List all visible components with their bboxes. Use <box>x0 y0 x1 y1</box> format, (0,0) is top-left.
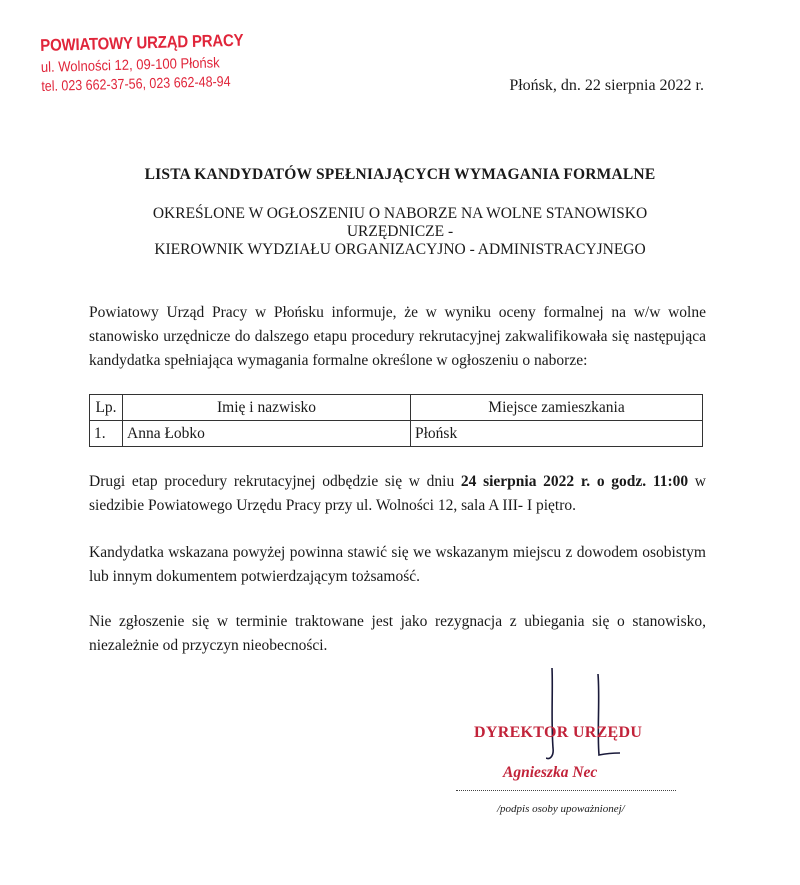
signature-line <box>456 790 676 791</box>
stamp-office-name: POWIATOWY URZĄD PRACY <box>40 30 244 55</box>
intro-paragraph: Powiatowy Urząd Pracy w Płońsku informuje, że w wyniku oceny formalnej na w/w wolne stanowisko urzędnicze do dalszego etapu procedury rekrutacyjnej zakwalifikowała się następująca kandydatka spełniająca wymagania formalne określone w ogłoszeniu o naborze: <box>89 304 706 369</box>
cell-residence: Płońsk <box>411 421 703 447</box>
second-stage-pre: Drugi etap procedury rekrutacyjnej odbędzie się w dniu <box>89 473 461 490</box>
header-lp: Lp. <box>90 395 123 421</box>
cell-name: Anna Łobko <box>123 421 411 447</box>
header-name: Imię i nazwisko <box>123 395 411 421</box>
signature-caption: /podpis osoby upoważnionej/ <box>497 803 625 815</box>
director-title: DYREKTOR URZĘDU <box>474 724 643 741</box>
table-header-row <box>90 395 703 421</box>
candidates-table <box>89 394 703 447</box>
document-date: Płońsk, dn. 22 sierpnia 2022 r. <box>509 77 704 94</box>
second-stage-date: 24 sierpnia 2022 r. o godz. 11:00 <box>460 473 689 490</box>
notice-paragraph: Nie zgłoszenie się w terminie traktowane jest jako rezygnacja z ubiegania się o stanowisko, niezależnie od przyczyn nieobecności. <box>89 613 706 654</box>
instruction-paragraph: Kandydatka wskazana powyżej powinna stawić się we wskazanym miejscu z dowodem osobistym lub innym dokumentem potwierdzającym tożsamość. <box>89 544 706 585</box>
document-subtitle <box>0 205 800 259</box>
handwritten-signature <box>546 660 626 770</box>
subtitle-line-2: URZĘDNICZE - <box>346 223 454 240</box>
stamp-address: ul. Wolności 12, 09-100 Płońsk <box>40 55 220 76</box>
subtitle-line-3: KIEROWNIK WYDZIAŁU ORGANIZACYJNO - ADMINISTRACYJNEGO <box>154 241 646 258</box>
director-name: Agnieszka Nec <box>503 764 598 781</box>
stamp-phone: tel. 023 662-37-56, 023 662-48-94 <box>41 74 231 95</box>
cell-lp: 1. <box>90 421 123 447</box>
document-title: LISTA KANDYDATÓW SPEŁNIAJĄCYCH WYMAGANIA FORMALNE <box>144 166 656 183</box>
office-stamp <box>40 30 272 95</box>
header-residence: Miejsce zamieszkania <box>411 395 703 421</box>
second-stage-post: w siedzibie Powiatowego Urzędu Pracy przy ul. Wolności 12, sala A III- I piętro. <box>89 473 706 514</box>
second-stage-paragraph <box>89 470 706 518</box>
table-row <box>90 421 703 447</box>
subtitle-line-1: OKREŚLONE W OGŁOSZENIU O NABORZE NA WOLNE STANOWISKO <box>152 205 648 222</box>
